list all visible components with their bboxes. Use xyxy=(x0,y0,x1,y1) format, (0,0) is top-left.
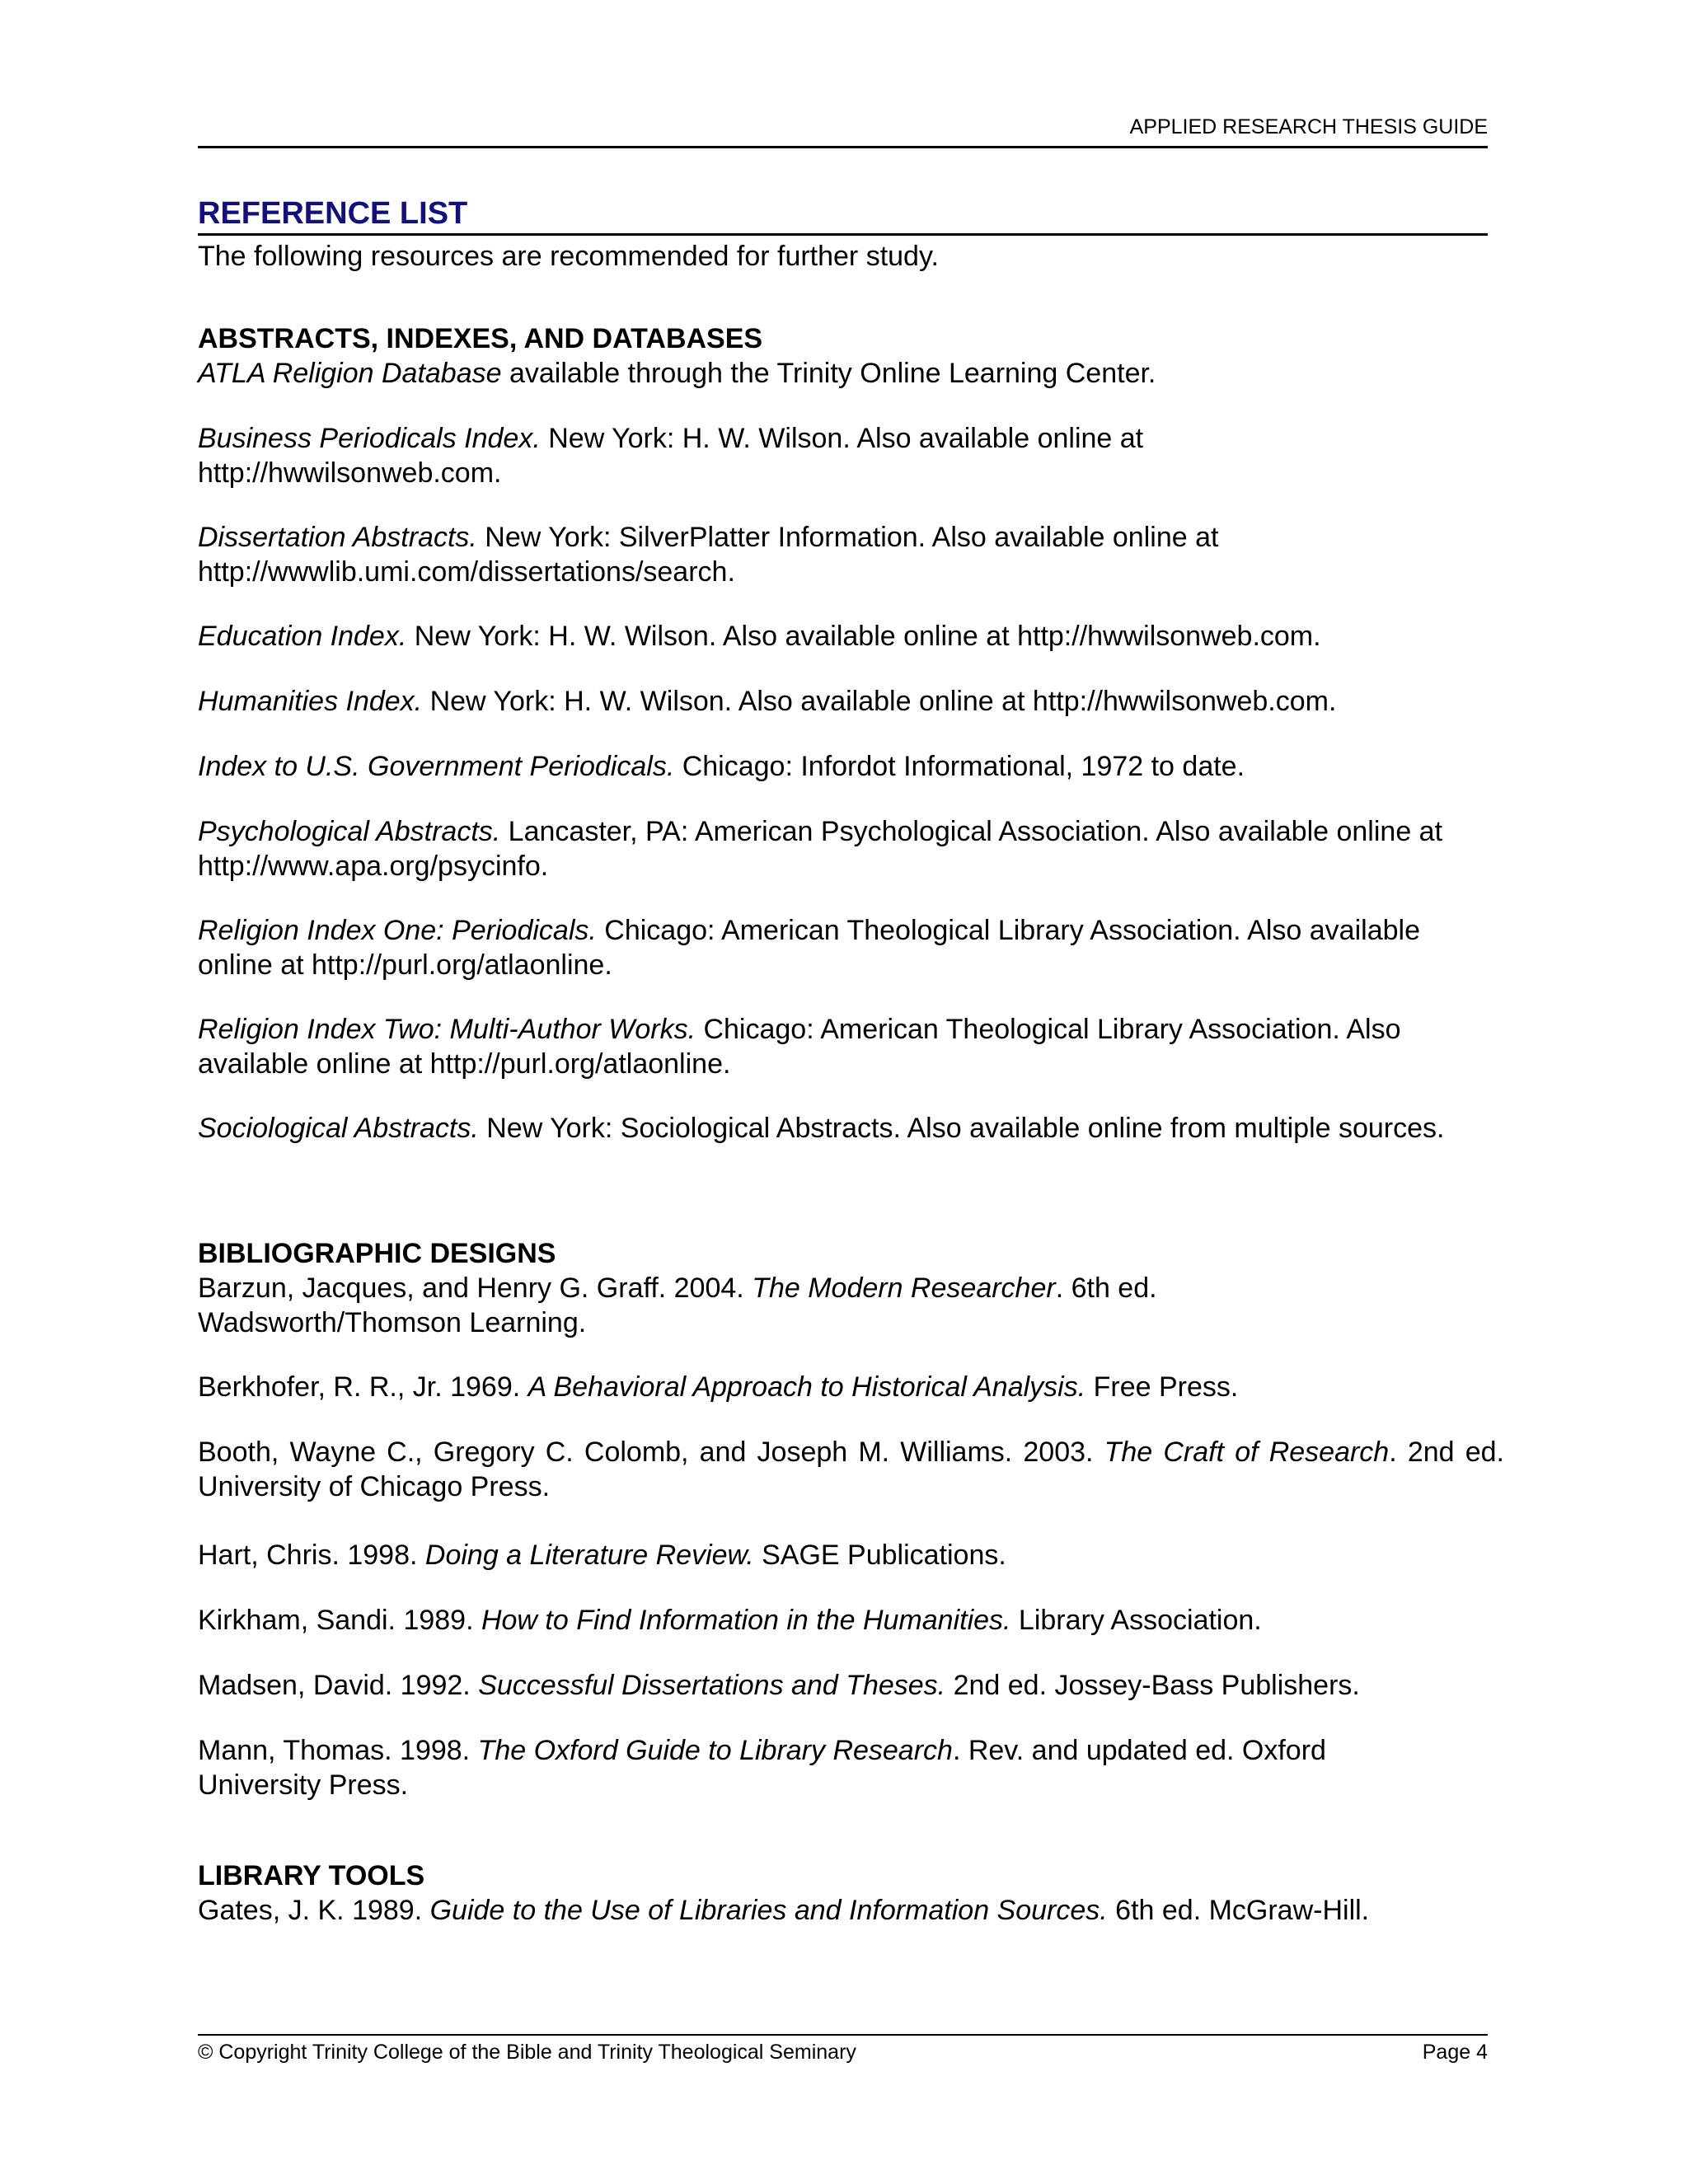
reference-entry: Madsen, David. 1992. Successful Dissertations and Theses. 2nd ed. Jossey-Bass Publishers. xyxy=(198,1670,1360,1701)
reference-entry: Berkhofer, R. R., Jr. 1969. A Behavioral Approach to Historical Analysis. Free Press. xyxy=(198,1371,1239,1403)
reference-entry: Religion Index One: Periodicals. Chicago: American Theological Library Association. Also available online at http://purl.org/atlaonline. xyxy=(198,915,1420,981)
reference-entry: Gates, J. K. 1989. Guide to the Use of Libraries and Information Sources. 6th ed. McGraw-Hill. xyxy=(198,1895,1370,1926)
reference-entry: Kirkham, Sandi. 1989. How to Find Information in the Humanities. Library Association. xyxy=(198,1605,1262,1636)
reference-entry: Barzun, Jacques, and Henry G. Graff. 2004. The Modern Researcher. 6th ed. Wadsworth/Thomson Learning. xyxy=(198,1272,1157,1338)
copyright-text: © Copyright Trinity College of the Bible and Trinity Theological Seminary xyxy=(198,2041,856,2064)
section-heading-library-tools: LIBRARY TOOLS xyxy=(198,1860,425,1891)
page-title: REFERENCE LIST xyxy=(198,196,1488,236)
reference-entry: Sociological Abstracts. New York: Sociological Abstracts. Also available online from multiple sources. xyxy=(198,1113,1445,1144)
reference-entry: Education Index. New York: H. W. Wilson. Also available online at http://hwwilsonweb.com. xyxy=(198,621,1321,652)
reference-entry: Hart, Chris. 1998. Doing a Literature Review. SAGE Publications. xyxy=(198,1540,1006,1571)
intro-text: The following resources are recommended for further study. xyxy=(198,241,939,272)
reference-entry: Booth, Wayne C., Gregory C. Colomb, and Joseph M. Williams. 2003. The Craft of Research. 2nd ed. University of Chicago Press. xyxy=(198,1436,1504,1502)
section-heading-bibliographic: BIBLIOGRAPHIC DESIGNS xyxy=(198,1238,556,1269)
reference-entry: Religion Index Two: Multi-Author Works. Chicago: American Theological Library Association. Also available online at http://purl.org/atlaonline. xyxy=(198,1014,1401,1080)
page-footer xyxy=(198,2034,1488,2064)
reference-entry: Mann, Thomas. 1998. The Oxford Guide to Library Research. Rev. and updated ed. Oxford University Press. xyxy=(198,1735,1326,1801)
reference-entry: Business Periodicals Index. New York: H. W. Wilson. Also available online at http://hwwilsonweb.com. xyxy=(198,423,1144,489)
reference-entry: Dissertation Abstracts. New York: SilverPlatter Information. Also available online at http://wwwlib.umi.com/dissertations/search. xyxy=(198,522,1219,588)
running-header: APPLIED RESEARCH THESIS GUIDE xyxy=(198,115,1488,148)
reference-entry: Index to U.S. Government Periodicals. Chicago: Infordot Informational, 1972 to date. xyxy=(198,751,1245,782)
section-heading-abstracts: ABSTRACTS, INDEXES, AND DATABASES xyxy=(198,323,763,354)
reference-entry: Humanities Index. New York: H. W. Wilson. Also available online at http://hwwilsonweb.com. xyxy=(198,686,1337,717)
page-number: Page 4 xyxy=(1422,2041,1488,2064)
reference-entry: Psychological Abstracts. Lancaster, PA: American Psychological Association. Also available online at http://www.apa.org/psycinfo. xyxy=(198,816,1443,882)
reference-entry: ATLA Religion Database available through the Trinity Online Learning Center. xyxy=(198,358,1156,389)
